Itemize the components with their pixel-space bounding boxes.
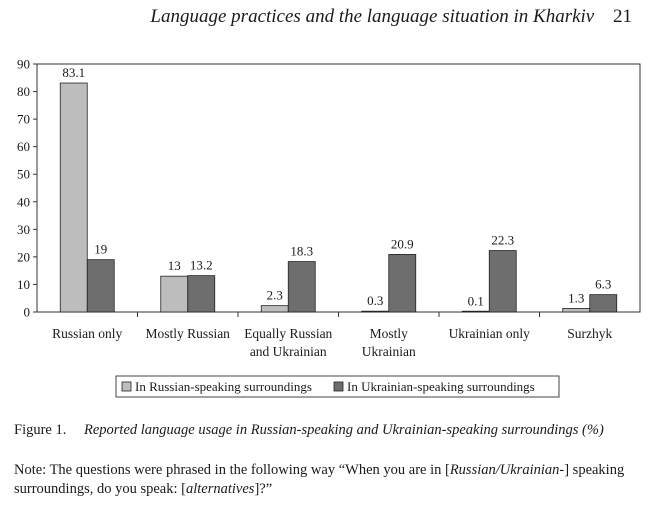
y-tick-label: 30 <box>17 221 30 237</box>
data-label: 1.3 <box>568 290 585 306</box>
data-label: 2.3 <box>266 287 283 303</box>
note-prefix: Note: The questions were phrased in the following way “When you are in [ <box>14 462 450 478</box>
bar-russian <box>563 308 590 312</box>
y-tick-label: 10 <box>17 276 30 292</box>
data-label: 83.1 <box>62 65 86 81</box>
data-label: 19 <box>94 241 108 257</box>
legend-label: In Russian-speaking surroundings <box>135 379 312 394</box>
y-tick-label: 20 <box>17 249 30 265</box>
legend <box>116 376 559 397</box>
bar-ukrainian <box>288 262 315 312</box>
y-tick-label: 40 <box>17 194 30 210</box>
figure-caption-text: Reported language usage in Russian-speaking and Ukrainian-speaking surroundings (%) <box>83 422 604 438</box>
data-label: 22.3 <box>491 232 515 248</box>
y-tick-label: 80 <box>17 84 30 100</box>
bars <box>60 65 617 312</box>
y-tick-label: 50 <box>17 166 30 182</box>
legend-swatch <box>334 382 343 391</box>
x-tick-label: Equally Russian <box>244 326 333 341</box>
x-tick-label: Mostly Russian <box>145 326 230 341</box>
data-label: 18.3 <box>290 243 314 259</box>
bar-ukrainian <box>590 295 617 312</box>
bar-russian <box>261 306 288 312</box>
data-label: 20.9 <box>390 236 414 252</box>
legend-label: In Ukrainian-speaking surroundings <box>347 379 535 394</box>
figure-caption <box>14 421 638 440</box>
bar-ukrainian <box>489 251 516 312</box>
data-label: 6.3 <box>595 276 612 292</box>
y-tick-label: 90 <box>17 56 30 72</box>
y-tick-label: 60 <box>17 139 30 155</box>
bar-russian <box>161 276 188 312</box>
figure-label: Figure 1. <box>14 422 67 438</box>
bar-russian <box>60 83 87 312</box>
bar-russian <box>362 311 389 312</box>
y-tick-label: 0 <box>23 304 30 320</box>
x-axis <box>52 312 612 359</box>
x-tick-label: Mostly <box>369 326 408 341</box>
legend-swatch <box>122 382 131 391</box>
bar-ukrainian <box>188 276 215 312</box>
y-tick-label: 70 <box>17 111 30 127</box>
data-label: 0.1 <box>467 293 484 309</box>
note-italic-alternatives: alternatives <box>185 481 255 497</box>
bar-ukrainian <box>87 260 114 312</box>
bar-ukrainian <box>389 254 416 312</box>
figure-note <box>14 461 642 499</box>
x-tick-label: Ukrainian <box>361 344 416 359</box>
page-number: 21 <box>613 6 632 27</box>
data-label: 13 <box>167 258 181 274</box>
running-title: Language practices and the language situation in Kharkiv <box>150 6 595 27</box>
plot-frame <box>37 64 640 312</box>
note-italic-surroundings: Russian/Ukrainian- <box>449 462 565 478</box>
data-label: 0.3 <box>367 293 384 309</box>
bar-russian <box>462 311 489 312</box>
note-middle: ] speaking surroundings, do you speak: [ <box>14 462 625 497</box>
x-tick-label: and Ukrainian <box>249 344 327 359</box>
x-tick-label: Ukrainian only <box>448 326 530 341</box>
data-label: 13.2 <box>189 257 213 273</box>
note-suffix: ]?” <box>254 481 273 497</box>
x-tick-label: Russian only <box>52 326 123 341</box>
y-axis <box>17 57 37 320</box>
x-tick-label: Surzhyk <box>567 326 613 341</box>
